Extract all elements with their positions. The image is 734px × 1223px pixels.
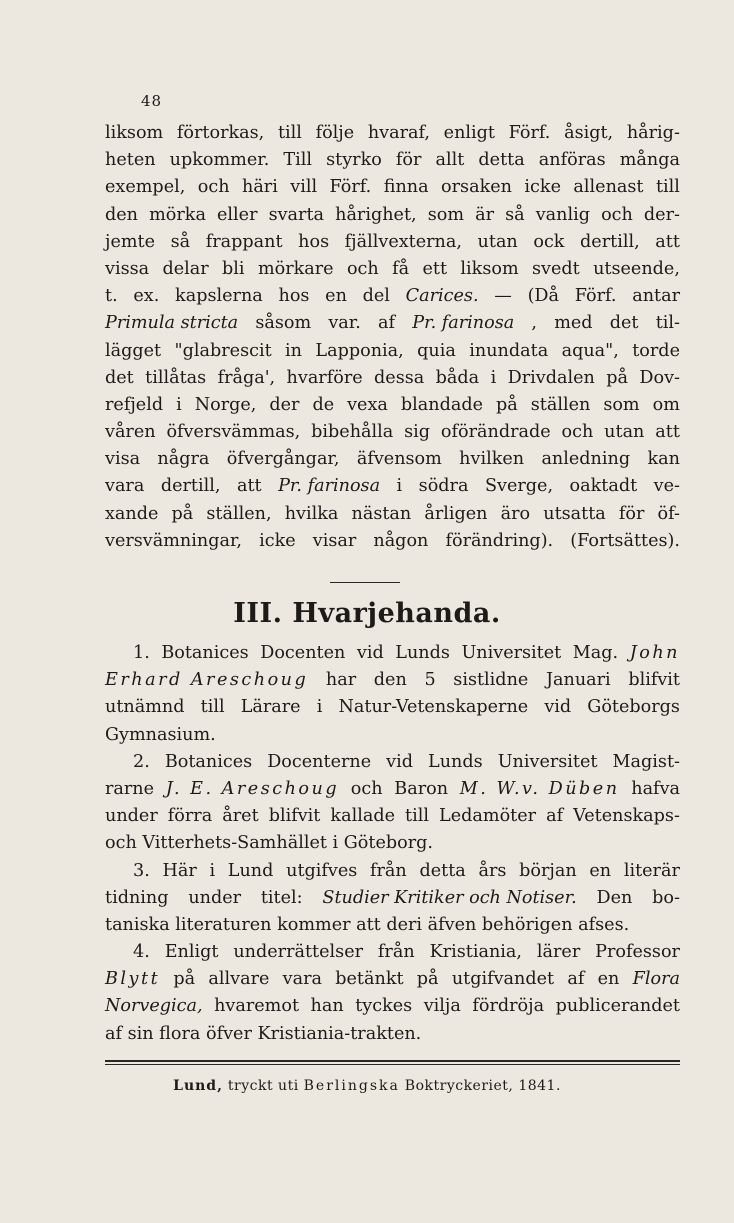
- text-line: den mörka eller svarta hårighet, som är så vanlig och der-: [105, 204, 680, 225]
- text-line: visa några öfvergångar, äfvensom hvilken anledning kan: [105, 449, 680, 470]
- text-line: 3. Här i Lund utgifves från detta års början en literär: [133, 860, 680, 881]
- text-line: jemte så frappant hos fjällvexterna, utan ock dertill, att: [105, 231, 680, 252]
- footer-rule: [105, 1064, 680, 1065]
- text-line: vissa delar bli mörkare och få ett liksom svedt utseende,: [105, 258, 680, 279]
- text-line: t. ex. kapslerna hos en del Carices. — (Då Förf. antar: [105, 283, 680, 310]
- person-name: M. W.v. Düben: [459, 778, 620, 799]
- book-title: Norvegica,: [105, 996, 203, 1017]
- text-line: och Vitterhets-Samhället i Göteborg.: [105, 833, 433, 854]
- text-line: utnämnd till Lärare i Natur-Vetenskaperne vid Göteborgs: [105, 697, 680, 718]
- text-line: rarne J. E. Areschoug och Baron M. W.v. Düben hafva: [105, 776, 680, 803]
- text-line: våren öfversvämmas, bibehålla sig oförändrade och utan att: [105, 422, 680, 443]
- page-number: 48: [141, 92, 163, 110]
- text-line: 2. Botanices Docenterne vid Lunds Universitet Magist-: [133, 751, 680, 772]
- text-line: liksom förtorkas, till följe hvaraf, enligt Förf. åsigt, hårig-: [105, 123, 680, 143]
- text-line: af sin flora öfver Kristiania-trakten.: [105, 1023, 422, 1044]
- text-line: lägget "glabrescit in Lapponia, quia inundata aqua", torde: [105, 340, 680, 361]
- taxon-name: Pr. farinosa: [412, 313, 515, 334]
- imprint-printer: Berlingska: [303, 1078, 400, 1094]
- person-name: J. E. Areschoug: [165, 778, 340, 799]
- book-title: Flora: [632, 969, 680, 990]
- text-line: Blytt på allvare vara betänkt på utgifvandet af en Flora: [105, 966, 680, 993]
- taxon-name: Carices.: [405, 286, 479, 307]
- text-line: Primula stricta såsom var. af Pr. farinosa , med det til-: [105, 310, 680, 337]
- text-line: 1. Botanices Docenten vid Lunds Universitet Mag. John: [105, 640, 680, 667]
- taxon-name: Pr. farinosa: [278, 476, 381, 497]
- journal-title: Studier Kritiker och Notiser.: [322, 887, 577, 908]
- imprint-place: Lund,: [173, 1078, 223, 1094]
- text-line: heten upkommer. Till styrko för allt detta anföras många: [105, 150, 680, 171]
- text-line: Erhard Areschoug har den 5 sistlidne Januari blifvit: [105, 667, 680, 694]
- taxon-name: Primula stricta: [105, 313, 239, 334]
- section-text: [105, 640, 680, 1048]
- text-line: det tillåtas fråga', hvarföre dessa båda i Drivdalen på Dov-: [105, 367, 680, 388]
- text-line: 4. Enligt underrättelser från Kristiania, lärer Professor: [133, 942, 680, 963]
- text-line: tidning under titel: Studier Kritiker och Notiser. Den bo-: [105, 885, 680, 912]
- text-line: Norvegica, hvaremot han tyckes vilja fördröja publicerandet: [105, 993, 680, 1020]
- person-name: John: [629, 643, 680, 663]
- printer-imprint: Lund, tryckt uti Berlingska Boktryckeriet, 1841.: [173, 1078, 561, 1094]
- person-name: Erhard Areschoug: [105, 670, 309, 691]
- section-heading: III. Hvarjehanda.: [233, 598, 501, 629]
- text-line: under förra året blifvit kallade till Ledamöter af Vetenskaps-: [105, 806, 680, 827]
- text-line: xande på ställen, hvilka nästan årligen äro utsatta för öf-: [105, 503, 680, 524]
- text-line: exempel, och häri vill Förf. finna orsaken icke allenast till: [105, 177, 680, 198]
- text-line: vara dertill, att Pr. farinosa i södra Sverge, oaktadt ve-: [105, 473, 680, 500]
- text-line: Gymnasium.: [105, 724, 216, 745]
- imprint-year: 1841.: [518, 1078, 561, 1094]
- section-divider: [330, 582, 400, 583]
- text-line: versvämningar, icke visar någon förändring). (Fortsättes).: [105, 530, 680, 551]
- text-line: refjeld i Norge, der de vexa blandade på ställen som om: [105, 394, 680, 415]
- body-text: [105, 120, 680, 555]
- text-line: taniska literaturen kommer att deri äfven behörigen afses.: [105, 914, 630, 935]
- person-name: Blytt: [105, 969, 161, 990]
- footer-rule: [105, 1060, 680, 1062]
